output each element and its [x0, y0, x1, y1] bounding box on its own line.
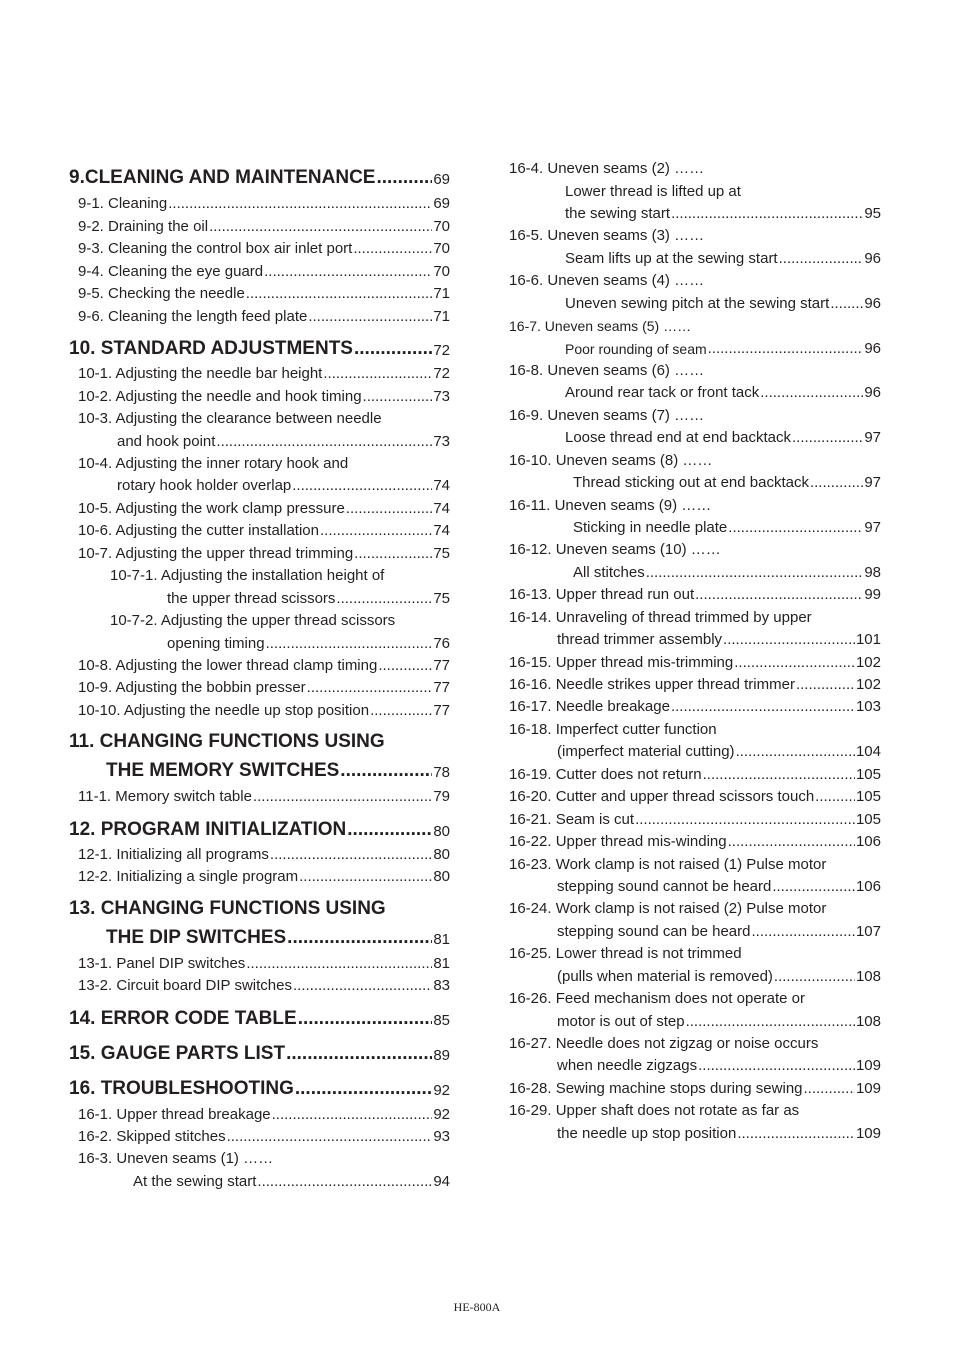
- toc-item-16-11[interactable]: Sticking in needle plate ..... 97: [573, 518, 881, 538]
- toc-item-9-1[interactable]: 9-1. Cleaning ..... 69: [78, 194, 450, 214]
- toc-item-16-8[interactable]: Around rear tack or front tack ..... 96: [565, 383, 881, 403]
- toc-item-16-4-line1[interactable]: 16-4. Uneven seams (2) ……: [509, 160, 705, 177]
- toc-item-16-18-line1[interactable]: 16-18. Imperfect cutter function: [509, 721, 717, 738]
- toc-section-13-line1[interactable]: 13. CHANGING FUNCTIONS USING: [69, 898, 386, 919]
- toc-item-9-3[interactable]: 9-3. Cleaning the control box air inlet port ..... 70: [78, 239, 450, 259]
- toc-item-10-5[interactable]: 10-5. Adjusting the work clamp pressure ..... 74: [78, 499, 450, 519]
- toc-item-10-7-2[interactable]: opening timing ..... 76: [167, 634, 450, 654]
- page-number: 69: [433, 171, 450, 188]
- toc-item-16-9[interactable]: Loose thread end at end backtack ..... 97: [565, 428, 881, 448]
- toc-item-16-4[interactable]: the sewing start ..... 95: [565, 204, 881, 224]
- toc-item-16-7[interactable]: Poor rounding of seam ..... 96: [565, 339, 881, 359]
- toc-item-16-26[interactable]: motor is out of step ..... 108: [557, 1012, 881, 1032]
- page-footer: HE-800A: [453, 1300, 501, 1314]
- toc-item-10-9[interactable]: 10-9. Adjusting the bobbin presser ..... 77: [78, 678, 450, 698]
- page-number: 72: [433, 342, 450, 359]
- toc-item-16-29[interactable]: the needle up stop position ..... 109: [557, 1124, 881, 1144]
- toc-item-16-22[interactable]: 16-22. Upper thread mis-winding ..... 106: [509, 832, 881, 852]
- toc-item-10-7[interactable]: 10-7. Adjusting the upper thread trimming ..... 75: [78, 544, 450, 564]
- toc-item-10-10[interactable]: 10-10. Adjusting the needle up stop position ..... 77: [78, 701, 450, 721]
- toc-item-16-12[interactable]: All stitches ..... 98: [573, 563, 881, 583]
- toc-section-12[interactable]: 12. PROGRAM INITIALIZATION ..... 80: [69, 818, 450, 842]
- toc-section-11[interactable]: THE MEMORY SWITCHES ..... 78: [106, 759, 450, 783]
- toc-item-16-1[interactable]: 16-1. Upper thread breakage ..... 92: [78, 1105, 450, 1125]
- toc-item-10-7-2-line1[interactable]: 10-7-2. Adjusting the upper thread scissors: [110, 612, 396, 629]
- toc-item-16-27[interactable]: when needle zigzags ..... 109: [557, 1056, 881, 1076]
- toc-item-16-16[interactable]: 16-16. Needle strikes upper thread trimmer ..... 102: [509, 675, 881, 695]
- toc-item-16-11-line1[interactable]: 16-11. Uneven seams (9) ……: [509, 497, 712, 514]
- toc-item-16-3[interactable]: At the sewing start ..... 94: [133, 1172, 450, 1192]
- toc-item-16-14[interactable]: thread trimmer assembly ..... 101: [557, 630, 881, 650]
- toc-item-9-4[interactable]: 9-4. Cleaning the eye guard ..... 70: [78, 262, 450, 282]
- toc-section-14[interactable]: 14. ERROR CODE TABLE ..... 85: [69, 1007, 450, 1031]
- toc-item-10-3[interactable]: and hook point ..... 73: [117, 432, 450, 452]
- toc-item-16-23[interactable]: stepping sound cannot be heard ..... 106: [557, 877, 881, 897]
- toc-section-9[interactable]: [69, 166, 450, 190]
- toc-item-16-8-line1[interactable]: 16-8. Uneven seams (6) ……: [509, 362, 705, 379]
- toc-item-10-3-line1[interactable]: 10-3. Adjusting the clearance between needle: [78, 410, 382, 427]
- toc-item-16-9-line1[interactable]: 16-9. Uneven seams (7) ……: [509, 407, 705, 424]
- toc-item-16-5-line1[interactable]: 16-5. Uneven seams (3) ……: [509, 227, 705, 244]
- toc-item-16-12-line1[interactable]: 16-12. Uneven seams (10) ……: [509, 541, 721, 558]
- toc-item-16-17[interactable]: 16-17. Needle breakage ..... 103: [509, 697, 881, 717]
- toc-item-16-25-line1[interactable]: 16-25. Lower thread is not trimmed: [509, 945, 742, 962]
- toc-item-16-14-line1[interactable]: 16-14. Unraveling of thread trimmed by upper: [509, 609, 812, 626]
- toc-section-13[interactable]: THE DIP SWITCHES ..... 81: [106, 926, 450, 950]
- toc-item-10-2[interactable]: 10-2. Adjusting the needle and hook timing ..... 73: [78, 387, 450, 407]
- toc-item-16-15[interactable]: 16-15. Upper thread mis-trimming ..... 102: [509, 653, 881, 673]
- toc-item-10-1[interactable]: 10-1. Adjusting the needle bar height ..... 72: [78, 364, 450, 384]
- toc-item-16-21[interactable]: 16-21. Seam is cut ..... 105: [509, 810, 881, 830]
- toc-item-16-20[interactable]: 16-20. Cutter and upper thread scissors touch ..... 105: [509, 787, 881, 807]
- toc-item-10-4-line1[interactable]: 10-4. Adjusting the inner rotary hook and: [78, 455, 349, 472]
- toc-item-9-6[interactable]: 9-6. Cleaning the length feed plate ..... 71: [78, 307, 450, 327]
- toc-item-16-25[interactable]: (pulls when material is removed) ..... 108: [557, 967, 881, 987]
- toc-item-16-19[interactable]: 16-19. Cutter does not return ..... 105: [509, 765, 881, 785]
- toc-section-11-line1[interactable]: 11. CHANGING FUNCTIONS USING: [69, 731, 385, 752]
- section-title: 9.CLEANING AND MAINTENANCE: [69, 167, 376, 188]
- toc-item-11-1[interactable]: 11-1. Memory switch table ..... 79: [78, 787, 450, 807]
- toc-item-10-7-1[interactable]: the upper thread scissors ..... 75: [167, 589, 450, 609]
- toc-item-16-3-line1[interactable]: 16-3. Uneven seams (1) ……: [78, 1150, 274, 1167]
- toc-item-9-2[interactable]: 9-2. Draining the oil ..... 70: [78, 217, 450, 237]
- toc-item-16-4-line2[interactable]: Lower thread is lifted up at: [565, 183, 741, 200]
- toc-item-16-23-line1[interactable]: 16-23. Work clamp is not raised (1) Pulse motor: [509, 856, 827, 873]
- toc-item-13-1[interactable]: 13-1. Panel DIP switches ..... 81: [78, 954, 450, 974]
- section-title: 10. STANDARD ADJUSTMENTS: [69, 338, 353, 359]
- toc-section-15[interactable]: 15. GAUGE PARTS LIST ..... 89: [69, 1042, 450, 1066]
- toc-item-16-27-line1[interactable]: 16-27. Needle does not zigzag or noise occurs: [509, 1035, 819, 1052]
- toc-item-16-5[interactable]: Seam lifts up at the sewing start ..... 96: [565, 249, 881, 269]
- toc-item-16-24[interactable]: stepping sound can be heard ..... 107: [557, 922, 881, 942]
- toc-item-16-29-line1[interactable]: 16-29. Upper shaft does not rotate as far as: [509, 1102, 800, 1119]
- toc-item-16-6-line1[interactable]: 16-6. Uneven seams (4) ……: [509, 272, 705, 289]
- toc-item-16-13[interactable]: 16-13. Upper thread run out ..... 99: [509, 585, 881, 605]
- toc-item-9-5[interactable]: 9-5. Checking the needle ..... 71: [78, 284, 450, 304]
- toc-item-10-6[interactable]: 10-6. Adjusting the cutter installation ..... 74: [78, 521, 450, 541]
- toc-item-12-2[interactable]: 12-2. Initializing a single program ..... 80: [78, 867, 450, 887]
- toc-item-16-26-line1[interactable]: 16-26. Feed mechanism does not operate or: [509, 990, 806, 1007]
- toc-item-16-24-line1[interactable]: 16-24. Work clamp is not raised (2) Pulse motor: [509, 900, 827, 917]
- toc-item-12-1[interactable]: 12-1. Initializing all programs ..... 80: [78, 845, 450, 865]
- toc-item-16-10[interactable]: Thread sticking out at end backtack ..... 97: [573, 473, 881, 493]
- toc-item-16-7-line1[interactable]: 16-7. Uneven seams (5) ……: [509, 318, 692, 334]
- toc-item-16-6[interactable]: Uneven sewing pitch at the sewing start ..... 96: [565, 294, 881, 314]
- toc-item-13-2[interactable]: 13-2. Circuit board DIP switches ..... 83: [78, 976, 450, 996]
- toc-item-16-18[interactable]: (imperfect material cutting) ..... 104: [557, 742, 881, 762]
- toc-item-16-28[interactable]: 16-28. Sewing machine stops during sewing ..... 109: [509, 1079, 881, 1099]
- toc-item-10-4[interactable]: rotary hook holder overlap ..... 74: [117, 476, 450, 496]
- toc-item-16-10-line1[interactable]: 16-10. Uneven seams (8) ……: [509, 452, 713, 469]
- toc-item-16-2[interactable]: 16-2. Skipped stitches ..... 93: [78, 1127, 450, 1147]
- toc-section-10[interactable]: [69, 337, 450, 361]
- toc-item-10-8[interactable]: 10-8. Adjusting the lower thread clamp timing ..... 77: [78, 656, 450, 676]
- toc-section-16[interactable]: 16. TROUBLESHOOTING ..... 92: [69, 1077, 450, 1101]
- toc-item-10-7-1-line1[interactable]: 10-7-1. Adjusting the installation height of: [110, 567, 385, 584]
